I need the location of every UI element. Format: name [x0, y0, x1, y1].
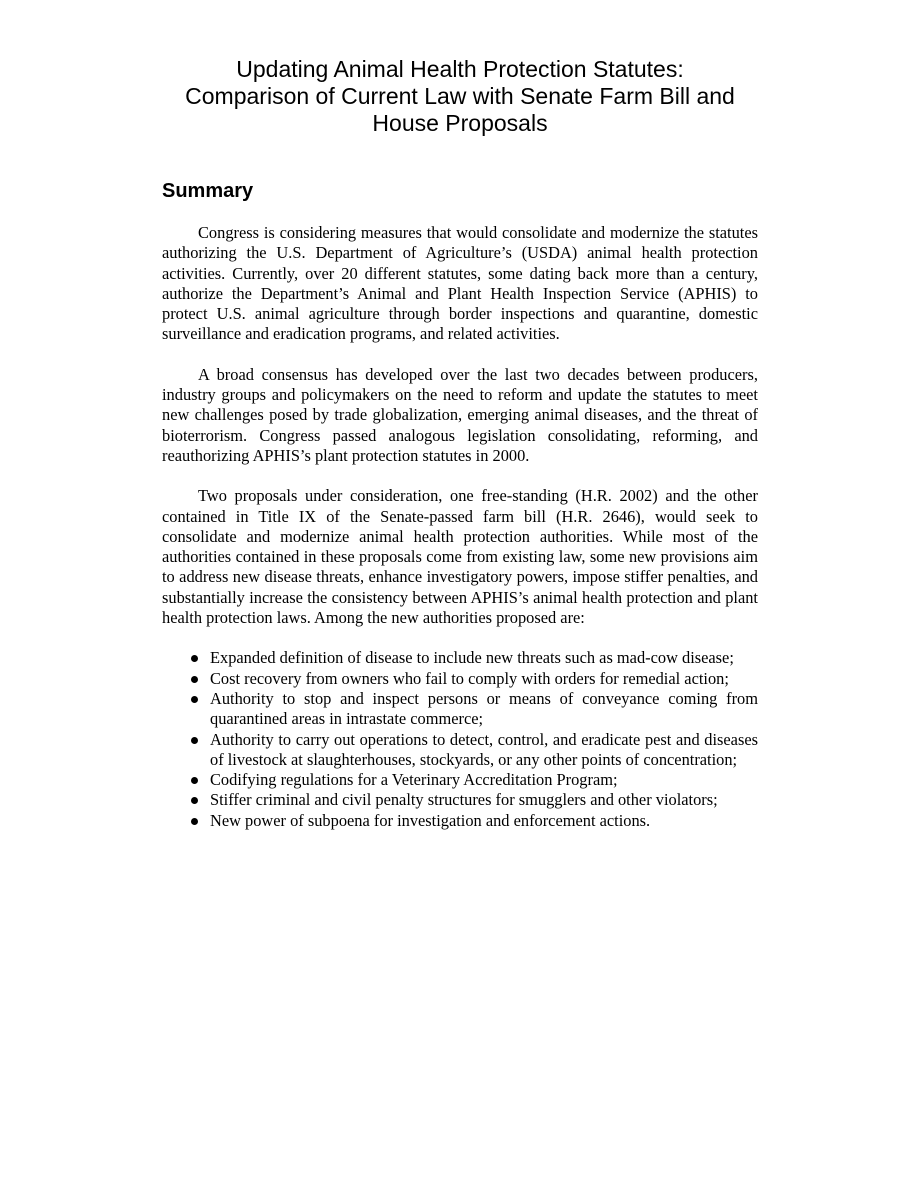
- paragraph-1: Congress is considering measures that would consolidate and modernize the statutes authorizing the U.S. Department of Agriculture’s (USDA) animal health protection activities. Currently, over 20 different statutes, some dating back more than a century, authorize the Department’s Animal and Plant Health Inspection Service (APHIS) to protect U.S. animal agriculture through border inspections and quarantine, domestic surveillance and eradication programs, and related activities.: [162, 223, 758, 344]
- list-item-text: Cost recovery from owners who fail to comply with orders for remedial action;: [210, 668, 729, 688]
- paragraph-2: A broad consensus has developed over the last two decades between producers, industry groups and policymakers on the need to reform and update the statutes to meet new challenges posed by trade globalization, emerging animal diseases, and the threat of bioterrorism. Congress passed analogous legislation consolidating, reforming, and reauthorizing APHIS’s plant protection statutes in 2000.: [162, 364, 758, 465]
- document-title: [162, 56, 758, 137]
- list-item-text: Authority to stop and inspect persons or means of conveyance coming from quarantined areas in intrastate commerce;: [210, 688, 758, 729]
- list-item: [162, 811, 758, 831]
- list-item: [162, 669, 758, 689]
- title-line-1: Updating Animal Health Protection Statutes:: [236, 56, 684, 82]
- bullet-icon: [191, 737, 198, 744]
- list-item: [162, 770, 758, 790]
- list-item-text: Stiffer criminal and civil penalty structures for smugglers and other violators;: [210, 790, 718, 810]
- summary-heading: Summary: [162, 180, 254, 202]
- bullet-icon: [191, 797, 198, 804]
- new-authorities-list: [162, 648, 758, 831]
- bullet-icon: [191, 655, 198, 662]
- title-line-3: House Proposals: [372, 110, 548, 136]
- document-page: [162, 52, 758, 831]
- bullet-icon: [191, 696, 198, 703]
- bullet-icon: [191, 676, 198, 683]
- list-item-text: Authority to carry out operations to detect, control, and eradicate pest and diseases of livestock at slaughterhouses, stockyards, or any other points of concentration;: [210, 729, 758, 769]
- paragraph-3: Two proposals under consideration, one free-standing (H.R. 2002) and the other contained in Title IX of the Senate-passed farm bill (H.R. 2646), would seek to consolidate and modernize animal health protection authorities. While most of the authorities contained in these proposals come from existing law, some new provisions aim to address new disease threats, enhance investigatory powers, impose stiffer penalties, and substantially increase the consistency between APHIS’s animal health protection and plant health protection laws. Among the new authorities proposed are:: [162, 486, 758, 628]
- list-item: [162, 790, 758, 810]
- title-line-2: Comparison of Current Law with Senate Farm Bill and: [185, 83, 735, 109]
- list-item: [162, 689, 758, 730]
- bullet-icon: [191, 818, 198, 825]
- bullet-icon: [191, 777, 198, 784]
- list-item-text: Codifying regulations for a Veterinary Accreditation Program;: [210, 770, 618, 790]
- list-item-text: Expanded definition of disease to include new threats such as mad-cow disease;: [210, 648, 734, 668]
- list-item: [162, 648, 758, 668]
- list-item-text: New power of subpoena for investigation and enforcement actions.: [210, 810, 651, 830]
- list-item: [162, 730, 758, 771]
